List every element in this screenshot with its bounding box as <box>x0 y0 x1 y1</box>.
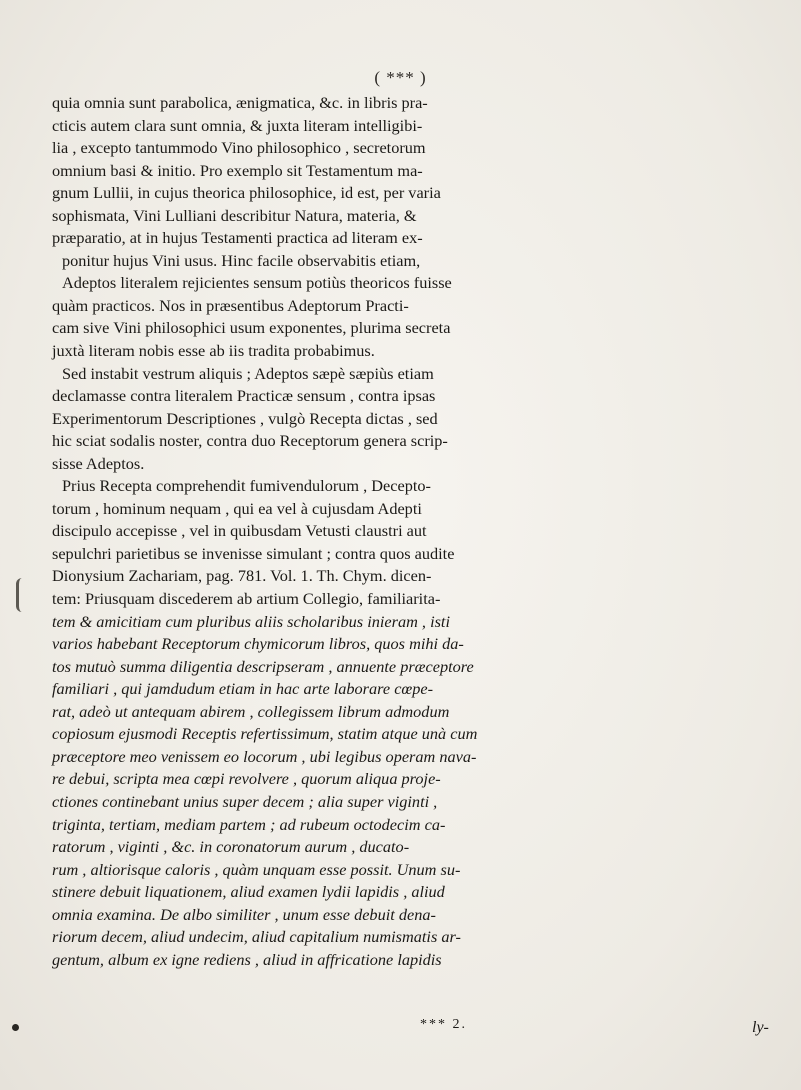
text-line: rum , altiorisque caloris , quàm unquam esse possit. Unum su- <box>52 859 461 879</box>
text-line: ratorum , viginti , &c. in coronatorum aurum , ducato- <box>52 837 410 857</box>
text-line: Adeptos literalem rejicientes sensum potiùs theoricos fuisse <box>62 273 452 293</box>
text-line: sepulchri parietibus se invenisse simulant ; contra quos audite <box>52 543 455 563</box>
text-line: stinere debuit liquationem, aliud examen lydii lapidis , aliud <box>52 882 445 902</box>
text-line: rat, adeò ut antequam abirem , collegissem librum admodum <box>52 701 450 721</box>
text-line: præparatio, at in hujus Testamenti practica ad literam ex- <box>52 228 423 248</box>
text-line: hic sciat sodalis noster, contra duo Receptorum genera scrip- <box>52 431 448 451</box>
text-line: Prius Recepta comprehendit fumivendulorum , Decepto- <box>62 476 431 496</box>
text-line: juxtà literam nobis esse ab iis tradita probabimus. <box>52 341 375 361</box>
text-line: declamasse contra literalem Practicæ sensum , contra ipsas <box>52 386 436 406</box>
page-header-mark: ( *** ) <box>374 68 427 87</box>
margin-bracket <box>16 578 28 612</box>
text-line: omnia examina. De albo similiter , unum esse debuit dena- <box>52 904 436 924</box>
text-line: familiari , qui jamdudum etiam in hac arte laborare cœpe- <box>52 679 434 699</box>
text-line: omnium basi & initio. Pro exemplo sit Testamentum ma- <box>52 160 423 180</box>
text-line: ctiones continebant unius super decem ; alia super viginti , <box>52 791 438 811</box>
text-line: riorum decem, aliud undecim, aliud capitalium numismatis ar- <box>52 927 461 947</box>
text-line: tem & amicitiam cum pluribus aliis scholaribus inieram , isti <box>52 611 450 631</box>
text-line: ponitur hujus Vini usus. Hinc facile observabitis etiam, <box>62 250 421 270</box>
text-line: Sed instabit vestrum aliquis ; Adeptos sæpè sæpiùs etiam <box>62 363 434 383</box>
text-line: Dionysium Zachariam, pag. 781. Vol. 1. Th. Chym. dicen- <box>52 566 432 586</box>
ink-spot <box>12 1024 19 1031</box>
text-line: copiosum ejusmodi Receptis refertissimum, statim atque unà cum <box>52 724 478 744</box>
text-line: re debui, scripta mea cœpi revolvere , quorum aliqua proje- <box>52 769 441 789</box>
text-line: cam sive Vini philosophici usum exponentes, plurima secreta <box>52 318 451 338</box>
text-line: varios habebant Receptorum chymicorum libros, quos mihi da- <box>52 634 464 654</box>
text-line: gentum, album ex igne rediens , aliud in affricatione lapidis <box>52 949 442 969</box>
text-line: torum , hominum nequam , qui ea vel à cujusdam Adepti <box>52 498 422 518</box>
text-line: Experimentorum Descriptiones , vulgò Recepta dictas , sed <box>52 408 438 428</box>
text-line: præceptore meo venissem eo locorum , ubi legibus operam nava- <box>52 746 477 766</box>
body-text <box>52 92 794 971</box>
text-line: quia omnia sunt parabolica, ænigmatica, &c. in libris pra- <box>52 93 428 112</box>
text-line: tos mutuò summa diligentia descripseram , annuente præceptore <box>52 656 474 676</box>
text-line: discipulo accepisse , vel in quibusdam Vetusti claustri aut <box>52 521 427 541</box>
text-line: sisse Adeptos. <box>52 453 145 473</box>
text-line: cticis autem clara sunt omnia, & juxta literam intelligibi- <box>52 115 423 135</box>
text-line: gnum Lullii, in cujus theorica philosophice, id est, per varia <box>52 183 441 203</box>
text-line: lia , excepto tantummodo Vino philosophico , secretorum <box>52 138 426 158</box>
text-line: tem: Priusquam discederem ab artium Collegio, familiarita- <box>52 589 441 609</box>
text-line: triginta, tertiam, mediam partem ; ad rubeum octodecim ca- <box>52 814 446 834</box>
catchword: ly- <box>752 1019 769 1036</box>
text-line: quàm practicos. Nos in præsentibus Adeptorum Practi- <box>52 295 409 315</box>
signature-mark: *** 2. <box>420 1017 467 1032</box>
page-footer <box>0 1017 801 1047</box>
text-line: sophismata, Vini Lulliani describitur Natura, materia, & <box>52 205 417 225</box>
